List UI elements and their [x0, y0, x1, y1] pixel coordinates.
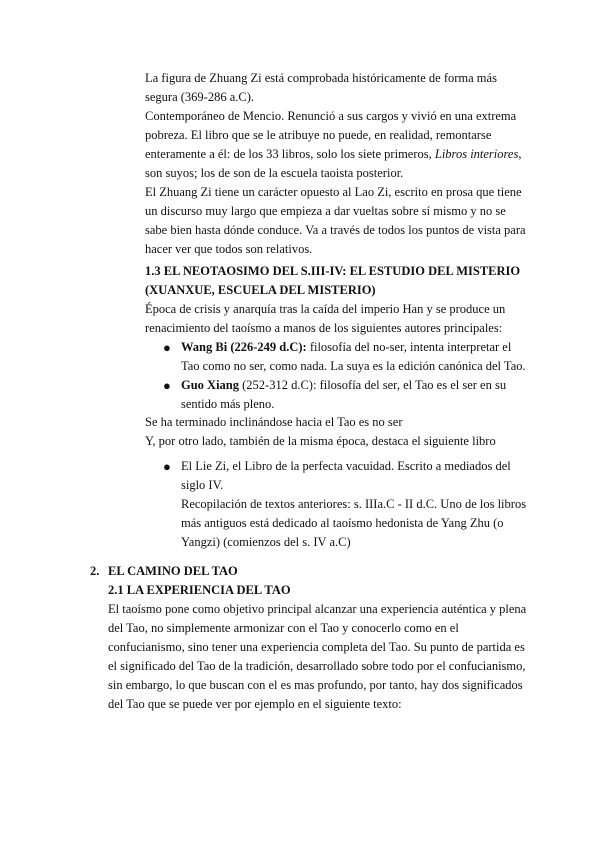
authors-list — [145, 338, 530, 414]
book-title-line: El Lie Zi, el Libro de la perfecta vacuidad. Escrito a mediados del siglo IV. — [181, 459, 511, 492]
paragraph-text-end: , son suyos; los de son de la escuela taoista posterior. — [145, 147, 522, 180]
subsection-heading: 2.1 LA EXPERIENCIA DEL TAO — [108, 583, 291, 597]
section-1-3 — [145, 262, 530, 338]
italic-title: Libros interiores — [434, 147, 519, 161]
author-description: filosofía del no-ser, intenta interpretar el Tao como no ser, como nada. La suya es la edición canónica del Tao. — [181, 340, 526, 373]
bullet-icon: ● — [163, 378, 171, 393]
list-item — [145, 376, 530, 414]
paragraph-no-ser: Se ha terminado inclinándose hacia el Tao es no ser — [145, 415, 403, 429]
section-number: 2. — [90, 564, 100, 578]
book-description: Recopilación de textos anteriores: s. IIIa.C - II d.C. Uno de los libros más antiguos está dedicado al taoísmo hedonista de Yang Zhu (o Yangzi) (comienzos del s. IV a.C) — [181, 497, 527, 549]
section-2 — [90, 562, 530, 714]
author-name: Wang Bi (226-249 d.C): — [181, 340, 307, 354]
author-name: Guo Xiang — [181, 378, 240, 392]
bullet-icon: ● — [163, 340, 171, 355]
paragraph-contemporaneo — [145, 107, 530, 183]
section-intro: Época de crisis y anarquía tras la caída del imperio Han y se produce un renacimiento del taoísmo a manos de los siguientes autores principales: — [145, 302, 506, 335]
list-item — [145, 457, 530, 552]
paragraph-text: Contemporáneo de Mencio. Renunció a sus cargos y vivió en una extrema pobreza. El libro que se le atribuye no puede, en realidad, remontarse enteramente a él: de los 33 libros, solo los siete primeros, — [145, 109, 517, 161]
zhuang-zi-intro — [145, 69, 530, 259]
paragraph-otro-lado: Y, por otro lado, también de la misma época, destaca el siguiente libro — [145, 434, 496, 448]
bullet-icon: ● — [163, 459, 171, 474]
section-title: EL CAMINO DEL TAO — [108, 564, 238, 578]
section-1-3-continued — [145, 413, 530, 451]
book-list — [145, 457, 530, 552]
paragraph-zhuang-zi-character: El Zhuang Zi tiene un carácter opuesto al Lao Zi, escrito en prosa que tiene un discurso muy largo que empieza a dar vueltas sobre sí mismo y no se sabe bien hasta dónde conduce. Va a través de todos los puntos de vista para hacer ver que todos son relativos. — [145, 185, 526, 256]
section-body: El taoísmo pone como objetivo principal alcanzar una experiencia auténtica y plena del Tao, no simplemente armonizar con el Tao y conocerlo como en el confucianismo, sino tener una experiencia completa del Tao. Su punto de partida es el significado del Tao de la tradición, desarrollado sobre todo por el confucianismo, sin embargo, lo que buscan con el es mas profundo, por tanto, hay dos significados del Tao que se puede ver por ejemplo en el siguiente texto: — [108, 602, 527, 711]
list-item — [145, 338, 530, 376]
author-description: (252-312 d.C): filosofía del ser, el Tao es el ser en su sentido más pleno. — [181, 378, 507, 411]
section-heading: 1.3 EL NEOTAOSIMO DEL S.III-IV: EL ESTUDIO DEL MISTERIO (XUANXUE, ESCUELA DEL MISTERIO) — [145, 264, 521, 297]
paragraph-zhuang-zi-dates: La figura de Zhuang Zi está comprobada históricamente de forma más segura (369-286 a.C). — [145, 71, 497, 104]
section-2-content — [108, 562, 530, 714]
